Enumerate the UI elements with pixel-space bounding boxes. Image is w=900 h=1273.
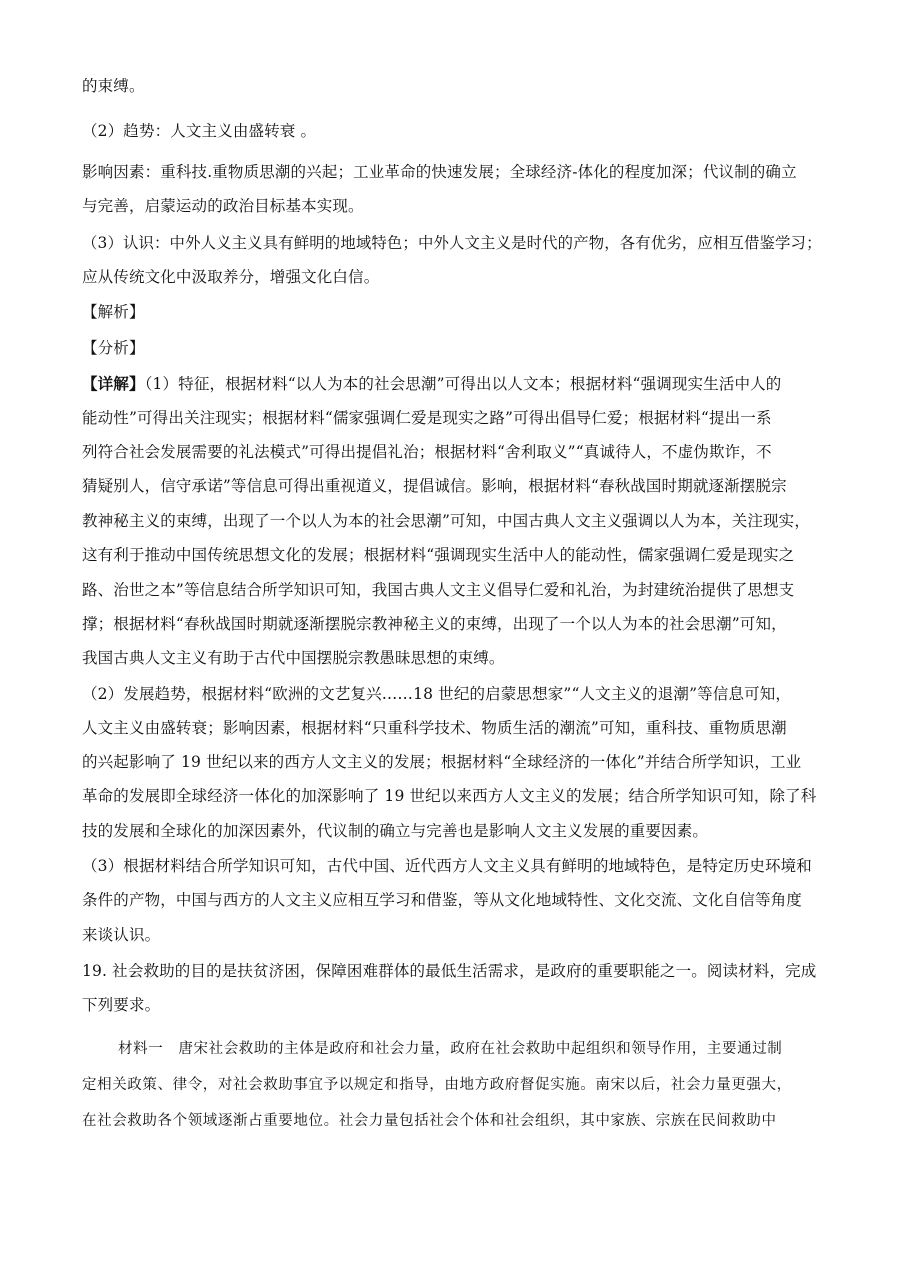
- material-one-line: 定相关政策、律令，对社会救助事宜予以规定和指导，由地方政府督促实施。南宋以后，社会力量更强大，: [82, 1077, 792, 1093]
- question-19-line: 19. 社会救助的目的是扶贫济困，保障困难群体的最低生活需求，是政府的重要职能之一。阅读材料，完成: [82, 962, 817, 980]
- detail-line: 人文主义由盛转衰；影响因素，根据材料“只重科学技术、物质生活的潮流”可知，重科技、重物质思潮: [82, 719, 787, 737]
- detail-line: 条件的产物，中国与西方的人文主义应相互学习和借鉴，等从文化地域特性、文化交流、文化自信等角度: [82, 891, 802, 909]
- answer-trend-line: （2）趋势：人文主义由盛转衰 。: [82, 122, 317, 140]
- detail-line: 这有利于推动中国传统思想文化的发展；根据材料“强调现实生活中人的能动性，儒家强调仁爱是现实之: [82, 546, 795, 564]
- detail-line: 教神秘主义的束缚，出现了一个以人为本的社会思潮”可知，中国古典人文主义强调以人为本，关注现实，: [82, 512, 810, 530]
- detail-line: 的兴起影响了 19 世纪以来的西方人文主义的发展；根据材料“全球经济的一体化”并结合所学知识，工业: [82, 753, 802, 771]
- material-one-line: 材料一 唐宋社会救助的主体是政府和社会力量，政府在社会救助中起组织和领导作用，主要通过制: [118, 1041, 783, 1057]
- detail-line: 猜疑别人，信守承诺”等信息可得出重视道义，提倡诚信。影响，根据材料“春秋战国时期就逐渐摆脱宗: [82, 477, 787, 495]
- material-one-line: 在社会救助各个领域逐渐占重要地位。社会力量包括社会个体和社会组织，其中家族、宗族在民间救助中: [82, 1113, 777, 1129]
- detail-line: （2）发展趋势，根据材料“欧洲的文艺复兴……18 世纪的启蒙思想家”“人文主义的退潮”等信息可知，: [82, 685, 792, 703]
- detail-line: 路、治世之本”等信息结合所学知识可知，我国古典人文主义倡导仁爱和礼治，为封建统治提供了思想支: [82, 581, 795, 599]
- detail-heading: 【详解】: [82, 374, 145, 393]
- answer-line: 的束缚。: [82, 77, 145, 95]
- section-fenxi-heading: 【分析】: [82, 339, 145, 357]
- detail-line: 来谈认识。: [82, 926, 161, 944]
- detail-line: 技的发展和全球化的加深因素外，代议制的确立与完善也是影响人文主义发展的重要因素。: [82, 822, 709, 840]
- detail-line: 我国古典人文主义有助于古代中国摆脱宗教愚昧思想的束缚。: [82, 649, 505, 667]
- detail-first-text: （1）特征，根据材料“以人为本的社会思潮”可得出以人文本；根据材料“强调现实生活中人的: [144, 375, 782, 393]
- detail-line: 列符合社会发展需要的礼法模式”可得出提倡礼治；根据材料“舍利取义”“真诚待人，不虚伪欺诈，不: [82, 443, 772, 461]
- detail-line: 能动性”可得出关注现实；根据材料“儒家强调仁爱是现实之路”可得出倡导仁爱；根据材料“提出一系: [82, 409, 772, 427]
- detail-line: 撑；根据材料“春秋战国时期就逐渐摆脱宗教神秘主义的束缚，出现了一个以人为本的社会思潮”可知，: [82, 615, 787, 633]
- question-19-line: 下列要求。: [82, 996, 161, 1014]
- detail-line: 革命的发展即全球经济一体化的加深影响了 19 世纪以来西方人文主义的发展；结合所学知识可知，除了科: [82, 787, 817, 805]
- section-jiexi-heading: 【解析】: [82, 303, 145, 321]
- answer-line: 应从传统文化中汲取养分，增强文化白信。: [82, 268, 380, 286]
- answer-line: （3）认识：中外人义主义具有鲜明的地域特色；中外人文主义是时代的产物，各有优劣，应相互借鉴学习；: [82, 234, 822, 252]
- detail-first-line: [82, 374, 781, 394]
- detail-line: （3）根据材料结合所学知识可知，古代中国、近代西方人文主义具有鲜明的地域特色，是特定历史环境和: [82, 857, 812, 875]
- answer-line: 影响因素：重科技.重物质思潮的兴起；工业革命的快速发展；全球经济-体化的程度加深；代议制的确立: [82, 163, 797, 181]
- answer-line: 与完善，启蒙运动的政治目标基本实现。: [82, 197, 364, 215]
